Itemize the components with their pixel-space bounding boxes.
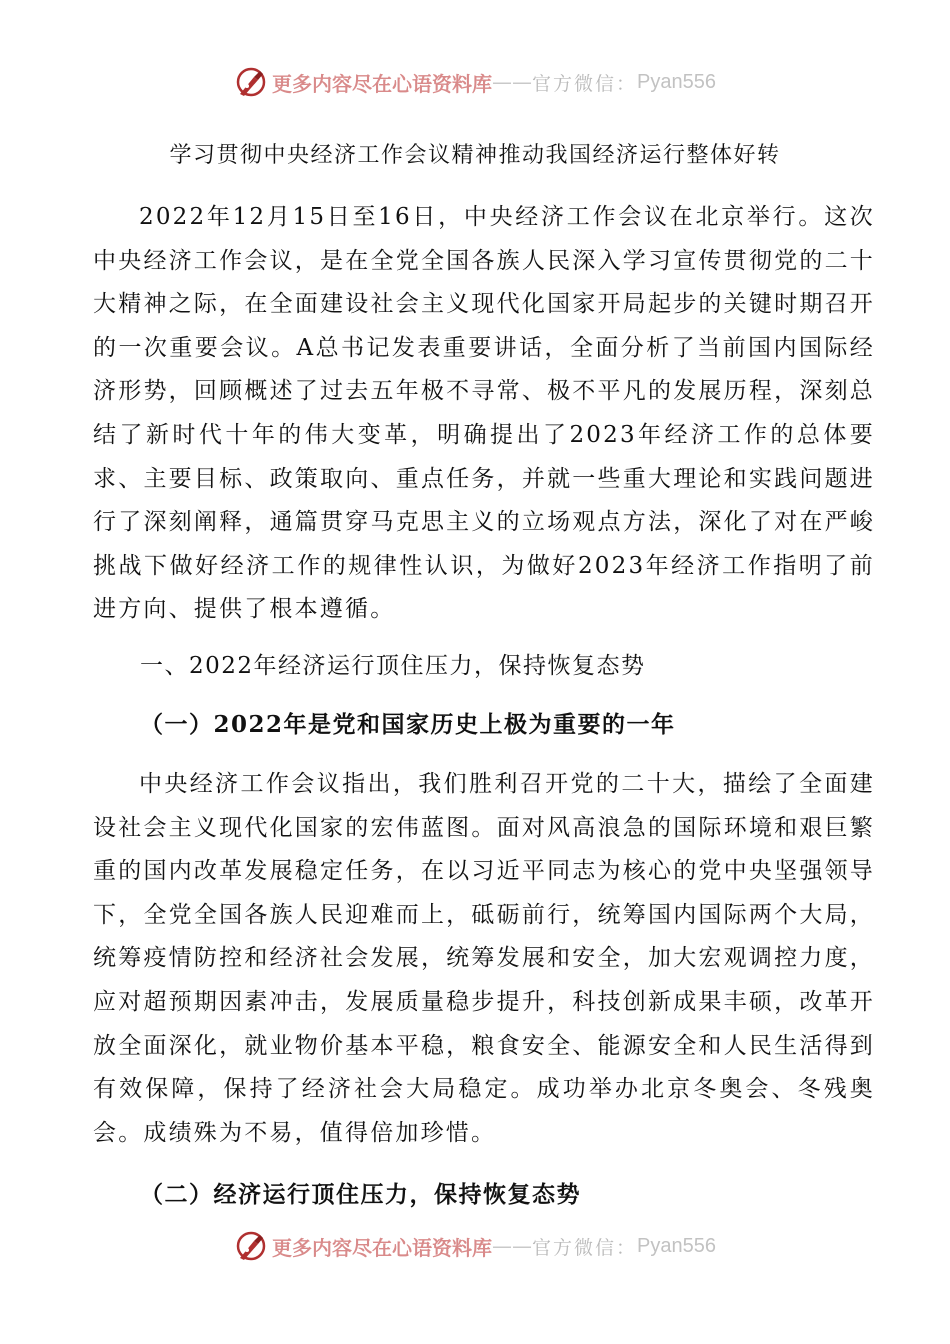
footer-watermark-banner bbox=[0, 1228, 950, 1264]
header-watermark-banner bbox=[0, 64, 950, 100]
body-paragraph-1: 2022年12月15日至16日，中央经济工作会议在北京举行。这次中央经济工作会议，是在全党全国各族人民深入学习宣传贯彻党的二十大精神之际，在全面建设社会主义现代化国家开局起步的关键时期召开的一次重要会议。A总书记发表重要讲话，全面分析了当前国内国际经济形势，回顾概述了过去五年极不寻常、极不平凡的发展历程，深刻总结了新时代十年的伟大变革，明确提出了2023年经济工作的总体要求、主要目标、政策取向、重点任务，并就一些重大理论和实践问题进行了深刻阐释，通篇贯穿马克思主义的立场观点方法，深化了对在严峻挑战下做好经济工作的规律性认识，为做好2023年经济工作指明了前进方向、提供了根本遵循。 bbox=[93, 204, 875, 623]
document-title: 学习贯彻中央经济工作会议精神推动我国经济运行整体好转 bbox=[169, 143, 781, 168]
subsection-heading-1: （一）2022年是党和国家历史上极为重要的一年 bbox=[140, 711, 676, 738]
banner-wechat-id: Pyan556 bbox=[637, 1234, 716, 1257]
banner-main-text: 更多内容尽在心语资料库 bbox=[272, 71, 492, 96]
body-paragraph-2: 中央经济工作会议指出，我们胜利召开党的二十大，描绘了全面建设社会主义现代化国家的宏伟蓝图。面对风高浪急的国际环境和艰巨繁重的国内改革发展稳定任务，在以习近平同志为核心的党中央坚强领导下，全党全国各族人民迎难而上，砥砺前行，统筹国内国际两个大局，统筹疫情防控和经济社会发展，统筹发展和安全，加大宏观调控力度，应对超预期因素冲击，发展质量稳步提升，科技创新成果丰硕，改革开放全面深化，就业物价基本平稳，粮食安全、能源安全和人民生活得到有效保障，保持了经济社会大局稳定。成功举办北京冬奥会、冬残奥会。成绩殊为不易，值得倍加珍惜。 bbox=[93, 771, 875, 1146]
section-heading-1: 一、2022年经济运行顶住压力，保持恢复态势 bbox=[140, 653, 646, 679]
banner-wechat-label: 官方微信： bbox=[532, 1236, 638, 1259]
subsection-heading-2: （二）经济运行顶住压力，保持恢复态势 bbox=[140, 1181, 581, 1208]
banner-wechat-label: 官方微信： bbox=[532, 72, 638, 95]
pen-seal-logo-icon bbox=[234, 1229, 268, 1263]
pen-seal-logo-icon bbox=[234, 65, 268, 99]
banner-main-text: 更多内容尽在心语资料库 bbox=[272, 1235, 492, 1260]
banner-wechat-id: Pyan556 bbox=[637, 70, 716, 93]
banner-dash: —— bbox=[492, 1234, 532, 1258]
banner-dash: —— bbox=[492, 70, 532, 94]
